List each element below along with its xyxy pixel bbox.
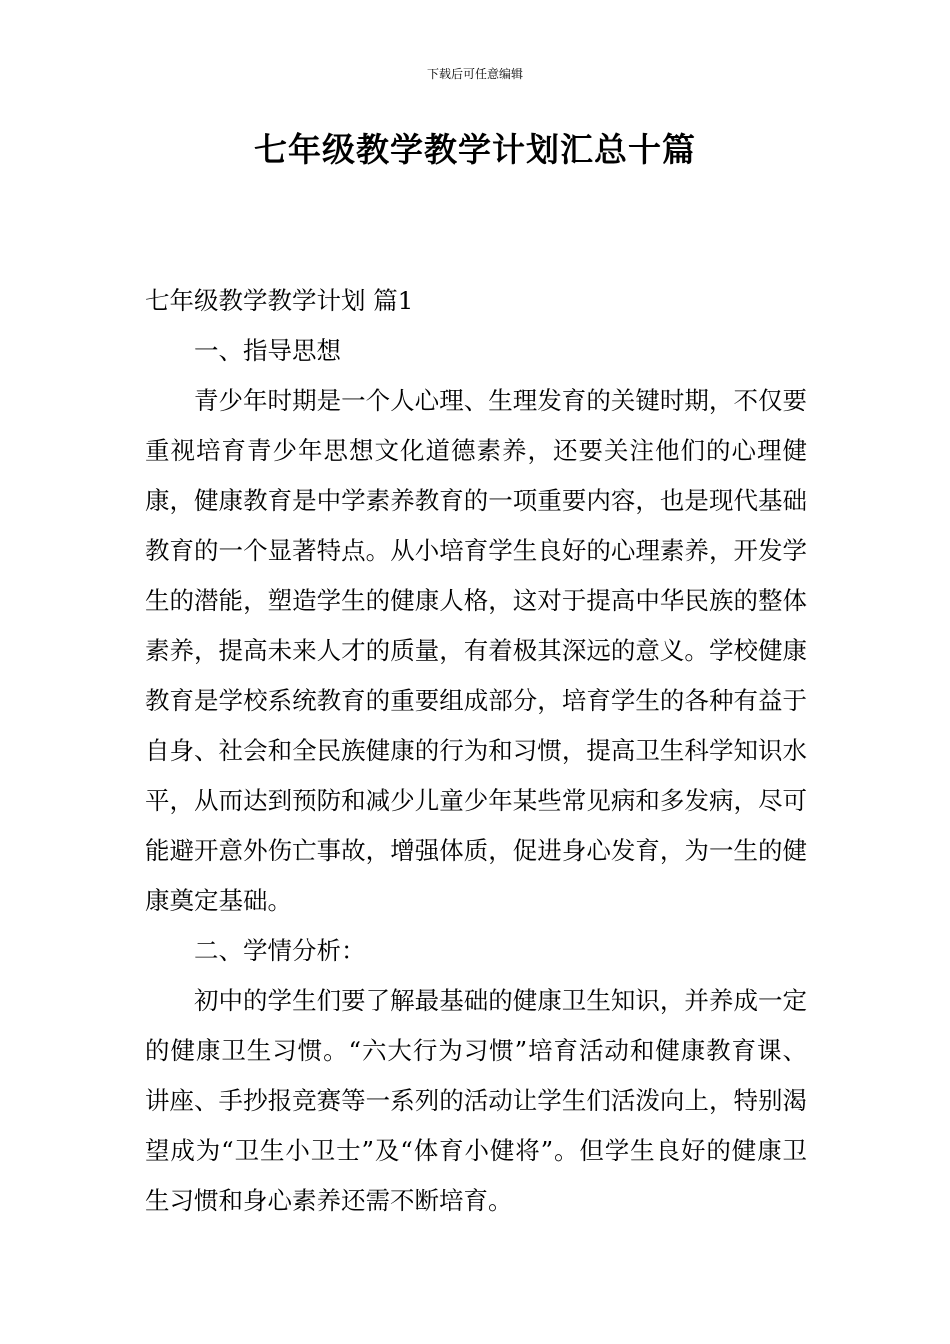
paragraph-student-analysis: 初中的学生们要了解最基础的健康卫生知识，并养成一定的健康卫生习惯。“六大行为习惯”培育活动和健康教育课、讲座、手抄报竞赛等一系列的活动让学生们活泼向上，特别渴望成为“卫生小卫士”及“体育小健将”。但学生良好的健康卫生习惯和身心素养还需不断培育。 (145, 986, 807, 1215)
header-note: 下载后可任意编辑 (426, 67, 523, 81)
subheading-guiding-ideology: 一、指导思想 (194, 336, 341, 365)
document-body (145, 276, 807, 1226)
paragraph-guiding-ideology: 青少年时期是一个人心理、生理发育的关键时期，不仅要重视培育青少年思想文化道德素养，还要关注他们的心理健康，健康教育是中学素养教育的一项重要内容，也是现代基础教育的一个显著特点。从小培育学生良好的心理素养，开发学生的潜能，塑造学生的健康人格，这对于提高中华民族的整体素养，提高未来人才的质量，有着极其深远的意义。学校健康教育是学校系统教育的重要组成部分，培育学生的各种有益于自身、社会和全民族健康的行为和习惯，提高卫生科学知识水平，从而达到预防和减少儿童少年某些常见病和多发病，尽可能避开意外伤亡事故，增强体质，促进身心发育，为一生的健康奠定基础。 (145, 386, 807, 915)
section-heading: 七年级教学教学计划 篇1 (145, 286, 414, 315)
document-title: 七年级教学教学计划汇总十篇 (254, 130, 696, 169)
subheading-student-analysis: 二、学情分析： (194, 936, 366, 965)
